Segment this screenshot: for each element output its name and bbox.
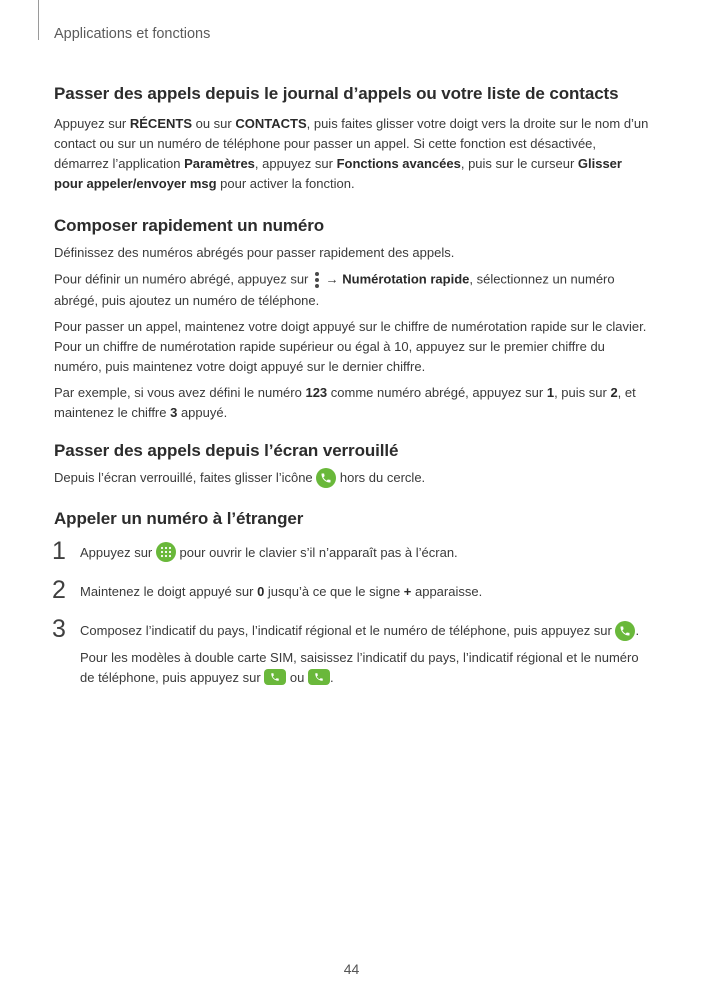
section-heading-call-from-log: Passer des appels depuis le journal d’appels ou votre liste de contacts: [54, 84, 619, 103]
page-header: Applications et fonctions: [54, 26, 211, 42]
step-number: 1: [52, 536, 66, 565]
step-2: [52, 576, 654, 605]
section-heading-international: Appeler un numéro à l’étranger: [54, 508, 304, 528]
step-number: 2: [52, 576, 66, 605]
paragraph-speed-dial-intro: Définissez des numéros abrégés pour passer rapidement des appels.: [54, 245, 455, 260]
dual-sim-note: Pour les modèles à double carte SIM, saisissez l’indicatif du pays, l’indicatif régional et le numéro de téléphone, puis appuyez sur ou .: [80, 649, 639, 685]
step-1: [52, 536, 654, 565]
header-rule: [38, 0, 39, 40]
call-icon: [316, 468, 336, 488]
paragraph-call-from-log: Appuyez sur RÉCENTS ou sur CONTACTS, puis faites glisser votre doigt vers la droite sur le nom d’un contact ou sur un numéro de téléphone pour passer un appel. Si cette fonction est désactivée, démarrez l’application Paramètres, appuyez sur Fonctions avancées, puis sur le curseur Glisser pour appeler/envoyer msg pour activer la fonction.: [54, 116, 649, 191]
sim2-call-icon: [308, 669, 330, 685]
section-heading-lock-screen: Passer des appels depuis l’écran verrouillé: [54, 441, 399, 460]
keypad-icon: [156, 542, 176, 562]
steps-list: [52, 536, 654, 688]
paragraph-speed-dial-setup: Pour définir un numéro abrégé, appuyez sur → Numérotation rapide, sélectionnez un numéro abrégé, puis ajoutez un numéro de téléphone.: [54, 269, 654, 311]
step-3: [52, 615, 654, 688]
more-options-icon: [314, 269, 320, 291]
page-content: [54, 84, 654, 688]
step-text: Maintenez le doigt appuyé sur 0 jusqu’à ce que le signe + apparaisse.: [80, 584, 483, 600]
call-icon: [615, 621, 635, 641]
section-heading-speed-dial: Composer rapidement un numéro: [54, 216, 325, 235]
sim1-call-icon: [264, 669, 286, 685]
paragraph-speed-dial-example: Par exemple, si vous avez défini le numéro 123 comme numéro abrégé, appuyez sur 1, puis sur 2, et maintenez le chiffre 3 appuyé.: [54, 385, 636, 420]
paragraph-lock-screen: Depuis l’écran verrouillé, faites glisser l’icône hors du cercle.: [54, 468, 654, 489]
paragraph-speed-dial-call: Pour passer un appel, maintenez votre doigt appuyé sur le chiffre de numérotation rapide sur le clavier. Pour un chiffre de numérotation rapide supérieur ou égal à 10, appuyez sur le premier chiffre du numéro, puis maintenez votre doigt appuyé sur le dernier chiffre.: [54, 319, 647, 374]
step-number: 3: [52, 615, 66, 644]
step-text: Composez l’indicatif du pays, l’indicatif régional et le numéro de téléphone, puis appuyez sur .: [80, 621, 654, 642]
page-number: 44: [343, 961, 360, 977]
step-text: Appuyez sur pour ouvrir le clavier s’il n’apparaît pas à l’écran.: [80, 543, 654, 564]
